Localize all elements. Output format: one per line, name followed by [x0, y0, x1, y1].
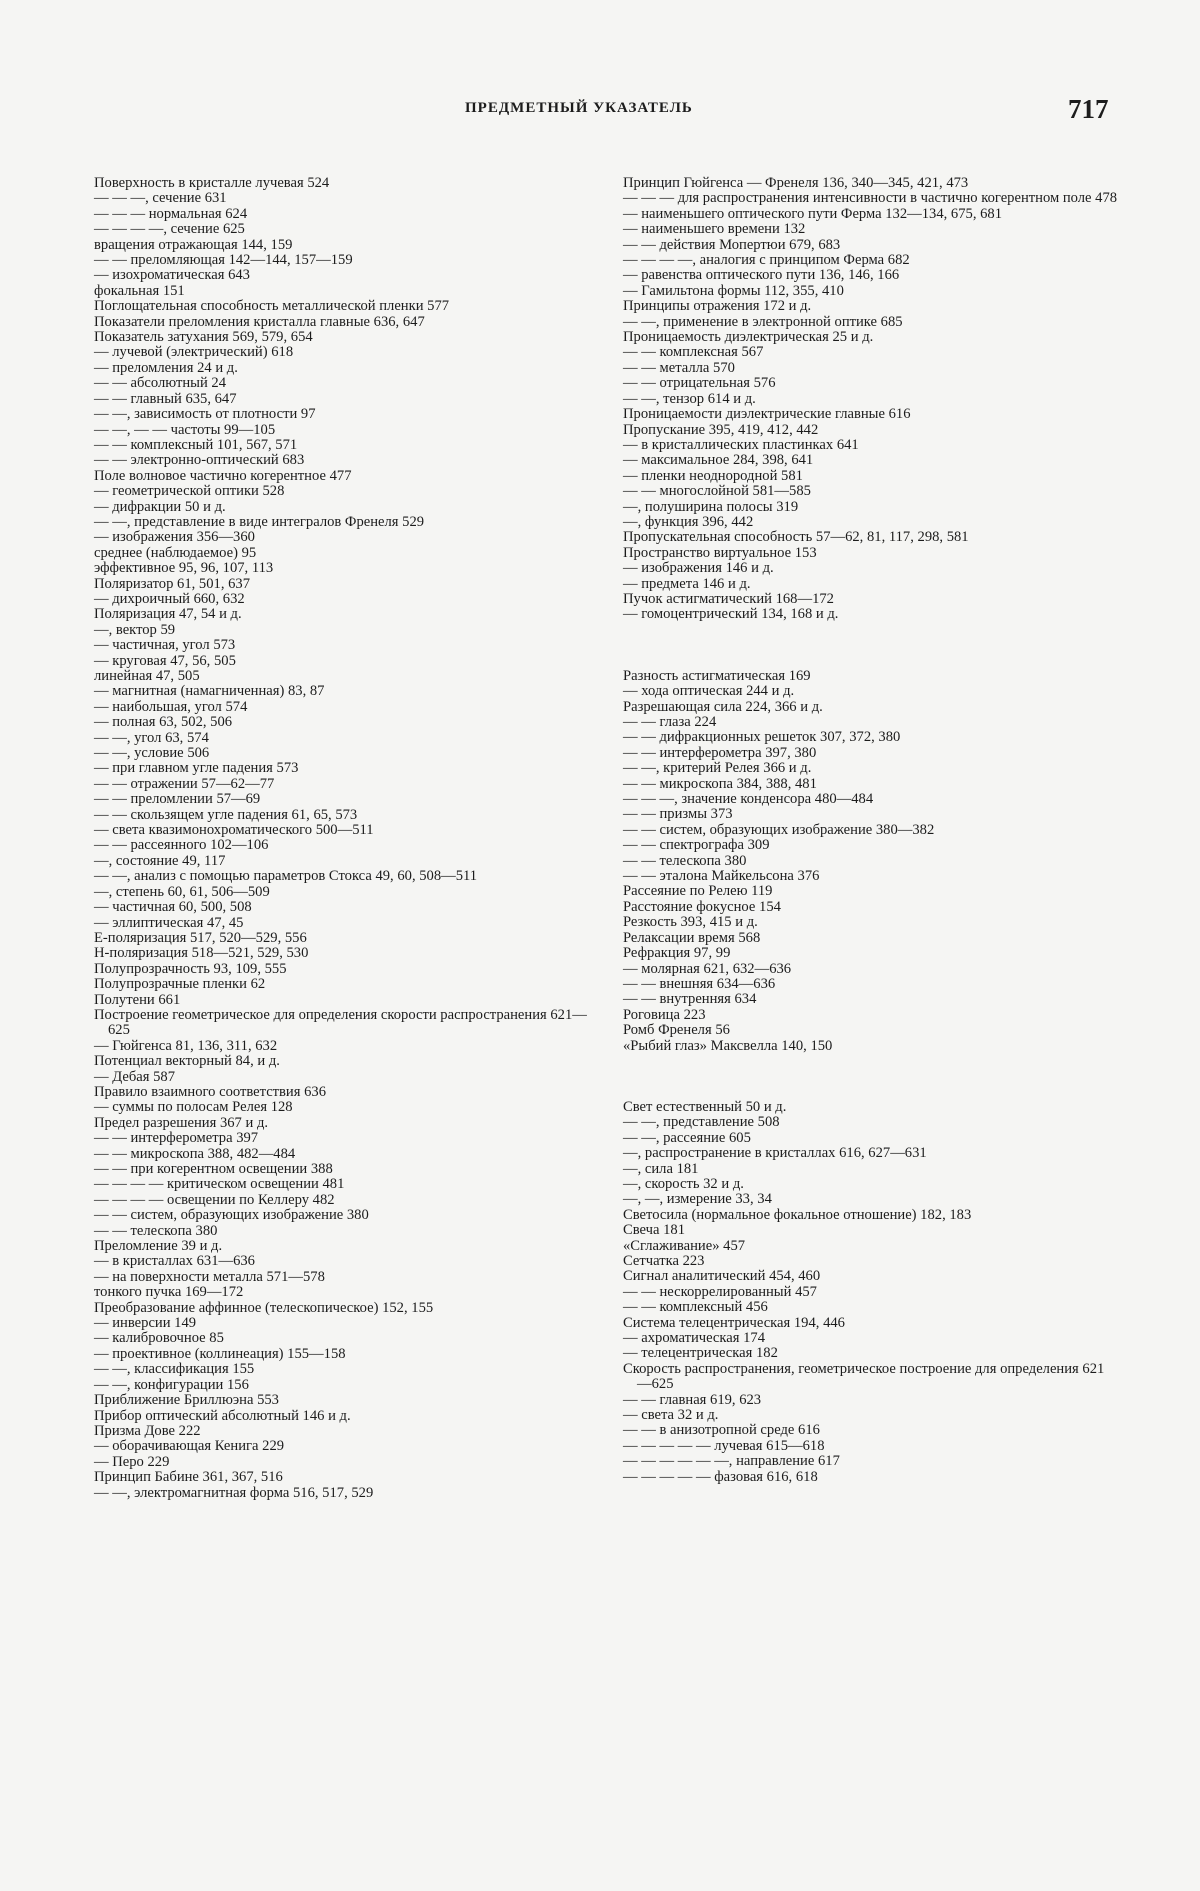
index-entry: —, вектор 59: [94, 621, 176, 638]
index-entry: —, сила 181: [623, 1160, 699, 1177]
index-entry: — Гюйгенса 81, 136, 311, 632: [94, 1037, 278, 1054]
index-entry: — — комплексная 567: [623, 344, 764, 361]
index-entry: —, —, измерение 33, 34: [623, 1191, 772, 1208]
index-entry: — — электронно-оптический 683: [94, 452, 305, 469]
index-entry: Призма Дове 222: [94, 1422, 201, 1439]
index-entry: — изображения 146 и д.: [623, 560, 774, 577]
index-entry: — — эталона Майкельсона 376: [623, 868, 820, 885]
index-entry: «Рыбий глаз» Максвелла 140, 150: [623, 1037, 833, 1054]
index-entry: — наибольшая, угол 574: [94, 698, 248, 715]
index-entry: — — скользящем угле падения 61, 65, 573: [94, 806, 358, 823]
index-entry: — инверсии 149: [94, 1315, 197, 1332]
index-entry: — — спектрографа 309: [623, 837, 770, 854]
index-entry: Поляризатор 61, 501, 637: [94, 575, 251, 592]
index-entry: — — преломляющая 142—144, 157—159: [94, 252, 353, 269]
index-entry: —, распространение в кристаллах 616, 627—631: [623, 1145, 927, 1162]
index-entry: — — глаза 224: [623, 714, 717, 730]
index-entry: Полутени 661: [94, 991, 181, 1008]
index-entry: — — —, значение конденсора 480—484: [623, 791, 874, 808]
index-entry: — —, применение в электронной оптике 685: [623, 313, 903, 330]
index-entry: Сетчатка 223: [623, 1253, 705, 1269]
index-entry: Принципы отражения 172 и д.: [623, 298, 812, 315]
index-entry: Пучок астигматический 168—172: [623, 590, 834, 607]
index-entry: — частичная, угол 573: [94, 637, 236, 654]
index-entry: Преломление 39 и д.: [94, 1238, 223, 1255]
index-entry: — предмета 146 и д.: [623, 575, 751, 592]
index-entry: Потенциал векторный 84, и д.: [94, 1053, 280, 1070]
index-entry: Пространство виртуальное 153: [623, 544, 817, 561]
index-entry: вращения отражающая 144, 159: [94, 236, 293, 253]
index-entry: — Гамильтона формы 112, 355, 410: [623, 282, 844, 299]
index-entry: Роговица 223: [623, 1006, 706, 1023]
index-entry: Система телецентрическая 194, 446: [623, 1314, 845, 1331]
index-entry: — при главном угле падения 573: [94, 760, 299, 777]
index-entry: — — систем, образующих изображение 380—382: [623, 821, 935, 838]
index-entry: — геометрической оптики 528: [94, 483, 285, 500]
index-entry: — — внутренняя 634: [623, 991, 757, 1008]
index-entry: Пропускательная способность 57—62, 81, 117, 298, 581: [623, 529, 969, 546]
index-entry: — света квазимонохроматического 500—511: [94, 822, 374, 839]
index-entry: — —, угол 63, 574: [94, 729, 209, 746]
index-entry: тонкого пучка 169—172: [94, 1284, 244, 1301]
index-entry: Скорость распространения, геометрическое построение для определения 621—625: [623, 1360, 1105, 1393]
index-entry: — ахроматическая 174: [623, 1330, 766, 1347]
index-entry: — —, представление в виде интегралов Френеля 529: [94, 513, 425, 530]
index-entry: Разрешающая сила 224, 366 и д.: [623, 698, 823, 715]
index-entry: — — комплексный 456: [623, 1299, 768, 1316]
index-entry: — — отрицательная 576: [623, 375, 776, 392]
index-entry: — магнитная (намагниченная) 83, 87: [94, 683, 325, 700]
index-entry: — — призмы 373: [623, 806, 733, 823]
index-entry: Разность астигматическая 169: [623, 667, 811, 684]
index-entry: Проницаемость диэлектрическая 25 и д.: [623, 329, 874, 346]
index-entry: — молярная 621, 632—636: [623, 960, 792, 977]
index-entry: — — внешняя 634—636: [623, 975, 776, 992]
page-number: 717: [1068, 94, 1109, 124]
index-entry: H-поляризация 518—521, 529, 530: [94, 945, 309, 962]
index-entry: — наименьшего времени 132: [623, 221, 806, 238]
index-entry: среднее (наблюдаемое) 95: [94, 544, 257, 561]
index-entry: — гомоцентрический 134, 168 и д.: [623, 606, 839, 623]
index-entry: Пропускание 395, 419, 412, 442: [623, 421, 819, 438]
index-entry: — дихроичный 660, 632: [94, 590, 245, 607]
index-entry: — —, критерий Релея 366 и д.: [623, 760, 812, 777]
index-entry: Построение геометрическое для определения скорости распространения 621—625: [94, 1006, 587, 1039]
index-entry: — — интерферометра 397: [94, 1130, 259, 1147]
index-entry: — Дебая 587: [94, 1068, 176, 1085]
index-entry: Показатель затухания 569, 579, 654: [94, 329, 313, 346]
index-entry: — круговая 47, 56, 505: [94, 652, 236, 669]
index-entry: — калибровочное 85: [94, 1330, 224, 1347]
left-column: [94, 176, 589, 1501]
index-entry: Резкость 393, 415 и д.: [623, 914, 758, 931]
index-entry: — —, анализ с помощью параметров Стокса 49, 60, 508—511: [94, 868, 478, 885]
index-entry: — в кристаллических пластинках 641: [623, 436, 859, 453]
index-entry: — максимальное 284, 398, 641: [623, 452, 814, 469]
index-entry: Правило взаимного соответствия 636: [94, 1083, 326, 1100]
index-entry: — — многослойной 581—585: [623, 483, 811, 500]
index-entry: — — микроскопа 388, 482—484: [94, 1145, 296, 1162]
index-entry: — частичная 60, 500, 508: [94, 899, 252, 916]
index-entry: — — — — освещении по Келлеру 482: [94, 1191, 335, 1208]
index-entry: Поляризация 47, 54 и д.: [94, 606, 242, 623]
index-entry: — — — для распространения интенсивности в частично когерентном поле 478: [623, 190, 1118, 207]
index-entry: — —, конфигурации 156: [94, 1376, 249, 1393]
index-entry: — — — — критическом освещении 481: [94, 1176, 345, 1193]
index-entry: — — рассеянного 102—106: [94, 837, 269, 854]
running-head: ПРЕДМЕТНЫЙ УКАЗАТЕЛЬ: [465, 100, 693, 116]
index-entry: — — главный 635, 647: [94, 390, 237, 407]
index-entry: Поверхность в кристалле лучевая 524: [94, 175, 330, 191]
index-entry: фокальная 151: [94, 282, 185, 299]
index-entry: — — металла 570: [623, 359, 735, 376]
index-entry: —, степень 60, 61, 506—509: [94, 883, 270, 900]
index-entry: — — —, сечение 631: [94, 190, 227, 207]
index-entry: — полная 63, 502, 506: [94, 714, 233, 731]
index-entry: — равенства оптического пути 136, 146, 166: [623, 267, 900, 284]
index-entry: — —, электромагнитная форма 516, 517, 529: [94, 1484, 374, 1501]
index-entry: — Перо 229: [94, 1453, 170, 1470]
index-entry: Рефракция 97, 99: [623, 945, 731, 962]
index-entry: — — микроскопа 384, 388, 481: [623, 775, 817, 792]
index-entry: Показатели преломления кристалла главные 636, 647: [94, 313, 425, 330]
index-letter-block: [623, 176, 1118, 623]
index-entry: — —, тензор 614 и д.: [623, 390, 756, 407]
index-entry: — —, условие 506: [94, 745, 210, 762]
index-entry: — — преломлении 57—69: [94, 791, 261, 808]
index-entry: — — дифракционных решеток 307, 372, 380: [623, 729, 901, 746]
index-entry: — хода оптическая 244 и д.: [623, 683, 795, 700]
index-entry: — — при когерентном освещении 388: [94, 1161, 333, 1177]
index-entry: — эллиптическая 47, 45: [94, 914, 244, 931]
index-entry: «Сглаживание» 457: [623, 1237, 746, 1254]
index-entry: — — — —, сечение 625: [94, 221, 245, 238]
index-entry: Ромб Френеля 56: [623, 1022, 730, 1039]
index-entry: Сигнал аналитический 454, 460: [623, 1268, 821, 1285]
index-entry: — — — —, аналогия с принципом Ферма 682: [623, 252, 910, 269]
right-column: [623, 176, 1118, 1485]
index-entry: Рассеяние по Релею 119: [623, 883, 773, 900]
index-entry: — — главная 619, 623: [623, 1391, 762, 1408]
index-entry: — — нескоррелированный 457: [623, 1283, 817, 1300]
index-entry: Предел разрешения 367 и д.: [94, 1114, 269, 1131]
index-entry: — на поверхности металла 571—578: [94, 1268, 325, 1285]
index-entry: —, полуширина полосы 319: [623, 498, 799, 515]
index-entry: Полупрозрачные пленки 62: [94, 976, 266, 993]
index-entry: Свет естественный 50 и д.: [623, 1098, 787, 1115]
index-entry: Свеча 181: [623, 1222, 686, 1239]
index-entry: — света 32 и д.: [623, 1407, 719, 1424]
index-entry: — —, рассеяние 605: [623, 1129, 751, 1146]
index-entry: — —, — — частоты 99—105: [94, 421, 276, 438]
index-entry: Принцип Бабине 361, 367, 516: [94, 1469, 283, 1486]
index-entry: — изображения 356—360: [94, 529, 255, 546]
index-entry: — — телескопа 380: [623, 852, 747, 869]
index-entry: — — — нормальная 624: [94, 205, 248, 222]
index-entry: — — — — — фазовая 616, 618: [623, 1468, 818, 1485]
index-entry: Поглощательная способность металлической пленки 577: [94, 298, 450, 315]
index-entry: эффективное 95, 96, 107, 113: [94, 560, 274, 577]
index-entry: E-поляризация 517, 520—529, 556: [94, 929, 307, 946]
index-entry: — — абсолютный 24: [94, 375, 227, 392]
index-entry: Светосила (нормальное фокальное отношение) 182, 183: [623, 1206, 972, 1223]
index-entry: — дифракции 50 и д.: [94, 498, 226, 515]
index-entry: Приближение Бриллюэна 553: [94, 1392, 279, 1409]
index-entry: — — телескопа 380: [94, 1222, 218, 1239]
index-entry: — проективное (коллинеация) 155—158: [94, 1345, 346, 1362]
index-entry: — — в анизотропной среде 616: [623, 1422, 820, 1439]
index-entry: — — интерферометра 397, 380: [623, 744, 817, 761]
index-entry: — в кристаллах 631—636: [94, 1253, 255, 1270]
index-entry: —, состояние 49, 117: [94, 852, 226, 869]
index-entry: Полупрозрачность 93, 109, 555: [94, 960, 287, 977]
index-entry: Релаксации время 568: [623, 929, 761, 946]
index-entry: — пленки неоднородной 581: [623, 467, 803, 484]
index-entry: — — отражении 57—62—77: [94, 775, 275, 792]
index-entry: Прибор оптический абсолютный 146 и д.: [94, 1407, 351, 1424]
index-entry: — суммы по полосам Релея 128: [94, 1099, 293, 1116]
index-entry: — изохроматическая 643: [94, 267, 250, 284]
index-entry: — лучевой (электрический) 618: [94, 344, 294, 361]
index-entry: — — — — — лучевая 615—618: [623, 1437, 825, 1454]
index-entry: Проницаемости диэлектрические главные 616: [623, 406, 911, 423]
index-entry: — —, классификация 155: [94, 1361, 255, 1378]
index-entry: — оборачивающая Кенига 229: [94, 1438, 285, 1455]
index-entry: — — комплексный 101, 567, 571: [94, 436, 298, 453]
index-letter-block: [623, 669, 1118, 1054]
index-entry: Поле волновое частично когерентное 477: [94, 467, 352, 484]
index-entry: Преобразование аффинное (телескопическое) 152, 155: [94, 1299, 434, 1316]
index-entry: — телецентрическая 182: [623, 1345, 778, 1362]
index-entry: — преломления 24 и д.: [94, 359, 238, 376]
index-entry: Принцип Гюйгенса — Френеля 136, 340—345, 421, 473: [623, 175, 969, 191]
index-entry: — — действия Мопертюи 679, 683: [623, 236, 841, 253]
index-entry: линейная 47, 505: [94, 668, 200, 684]
index-entry: — —, представление 508: [623, 1114, 780, 1131]
index-letter-block: [623, 1100, 1118, 1485]
index-entry: —, скорость 32 и д.: [623, 1175, 744, 1192]
index-entry: —, функция 396, 442: [623, 513, 754, 530]
index-entry: Расстояние фокусное 154: [623, 898, 781, 915]
index-entry: — — систем, образующих изображение 380: [94, 1207, 369, 1224]
index-entry: — —, зависимость от плотности 97: [94, 406, 316, 423]
index-entry: — наименьшего оптического пути Ферма 132—134, 675, 681: [623, 205, 1003, 222]
index-entry: — — — — — —, направление 617: [623, 1453, 840, 1470]
